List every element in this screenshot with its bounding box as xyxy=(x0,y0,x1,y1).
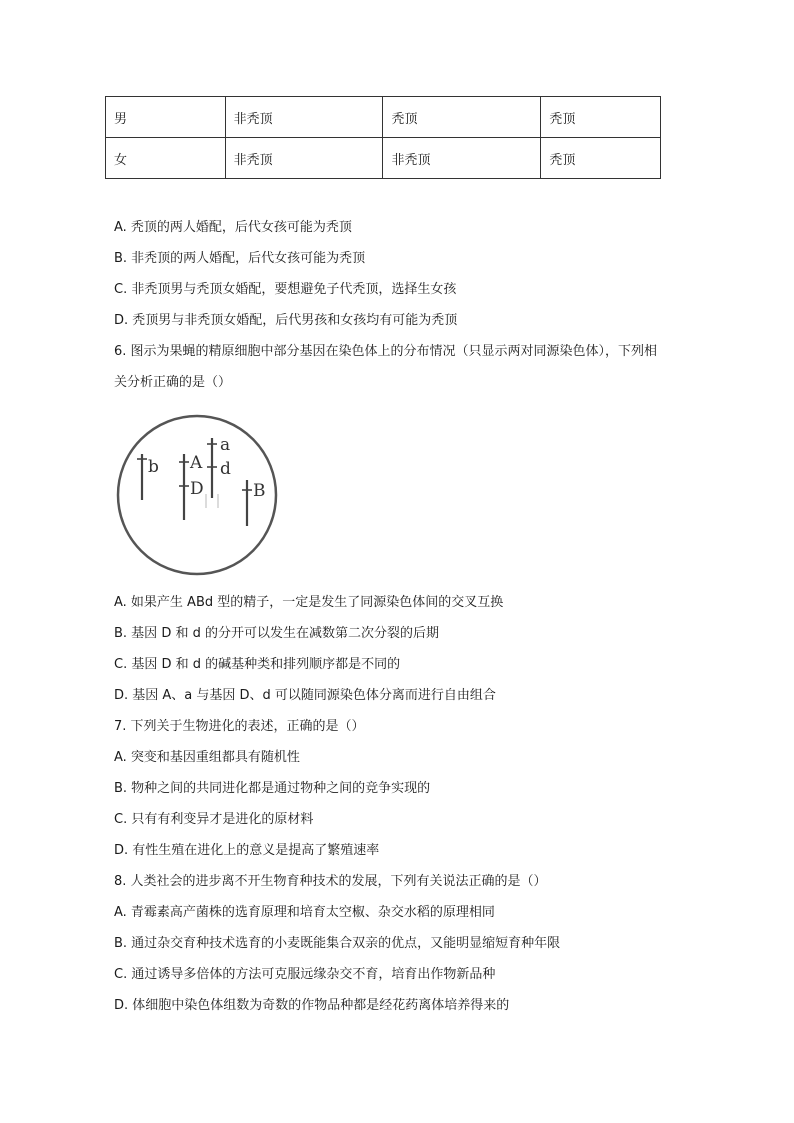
q7-option-d: D. 有性生殖在进化上的意义是提高了繁殖速率 xyxy=(114,843,380,858)
q7-option-a: A. 突变和基因重组都具有随机性 xyxy=(114,750,300,765)
q7-option-b: B. 物种之间的共同进化都是通过物种之间的竞争实现的 xyxy=(114,781,431,796)
q8-option-b: B. 通过杂交育种技术选育的小麦既能集合双亲的优点，又能明显缩短育种年限 xyxy=(114,936,561,951)
table-cell: 秃顶 xyxy=(541,97,661,138)
gene-label-a: a xyxy=(220,435,231,455)
q8-option-d: D. 体细胞中染色体组数为奇数的作物品种都是经花药离体培养得来的 xyxy=(114,998,510,1013)
table-cell: 男 xyxy=(106,97,226,138)
table-cell: 非秃顶 xyxy=(225,138,383,179)
q8-option-c: C. 通过诱导多倍体的方法可克服远缘杂交不育，培育出作物新品种 xyxy=(114,967,496,982)
q6-option-d: D. 基因 A、a 与基因 D、d 可以随同源染色体分离而进行自由组合 xyxy=(114,688,496,703)
q6-stem-line1: 6. 图示为果蝇的精原细胞中部分基因在染色体上的分布情况（只显示两对同源染色体），下列相 xyxy=(114,344,658,359)
cell-chromosome-diagram xyxy=(114,412,284,582)
gene-label-D: D xyxy=(190,479,204,499)
table-cell: 女 xyxy=(106,138,226,179)
gene-label-b: b xyxy=(148,457,159,477)
q6-stem-line2: 关分析正确的是（） xyxy=(114,375,232,390)
q7-stem: 7. 下列关于生物进化的表述，正确的是（） xyxy=(114,719,365,734)
q5-option-c: C. 非秃顶男与秃顶女婚配，要想避免子代秃顶，选择生女孩 xyxy=(114,282,457,297)
table-cell: 秃顶 xyxy=(541,138,661,179)
q5-option-a: A. 秃顶的两人婚配，后代女孩可能为秃顶 xyxy=(114,220,352,235)
table-row xyxy=(106,97,661,138)
trait-table xyxy=(105,96,661,179)
q8-stem: 8. 人类社会的进步离不开生物育种技术的发展，下列有关说法正确的是（） xyxy=(114,874,547,889)
table-cell: 非秃顶 xyxy=(383,138,541,179)
q6-option-c: C. 基因 D 和 d 的碱基种类和排列顺序都是不同的 xyxy=(114,657,401,672)
gene-label-d: d xyxy=(220,459,231,479)
q5-option-b: B. 非秃顶的两人婚配，后代女孩可能为秃顶 xyxy=(114,251,366,266)
table-cell: 非秃顶 xyxy=(225,97,383,138)
table-row xyxy=(106,138,661,179)
gene-label-A: A xyxy=(190,453,203,473)
q6-option-a: A. 如果产生 ABd 型的精子，一定是发生了同源染色体间的交叉互换 xyxy=(114,595,504,610)
q6-option-b: B. 基因 D 和 d 的分开可以发生在减数第二次分裂的后期 xyxy=(114,626,439,641)
q7-option-c: C. 只有有利变异才是进化的原材料 xyxy=(114,812,314,827)
gene-label-B: B xyxy=(253,481,266,501)
q5-option-d: D. 秃顶男与非秃顶女婚配，后代男孩和女孩均有可能为秃顶 xyxy=(114,313,458,328)
q8-option-a: A. 青霉素高产菌株的选育原理和培育太空椒、杂交水稻的原理相同 xyxy=(114,905,495,920)
cell-svg xyxy=(114,412,284,582)
table-cell: 秃顶 xyxy=(383,97,541,138)
